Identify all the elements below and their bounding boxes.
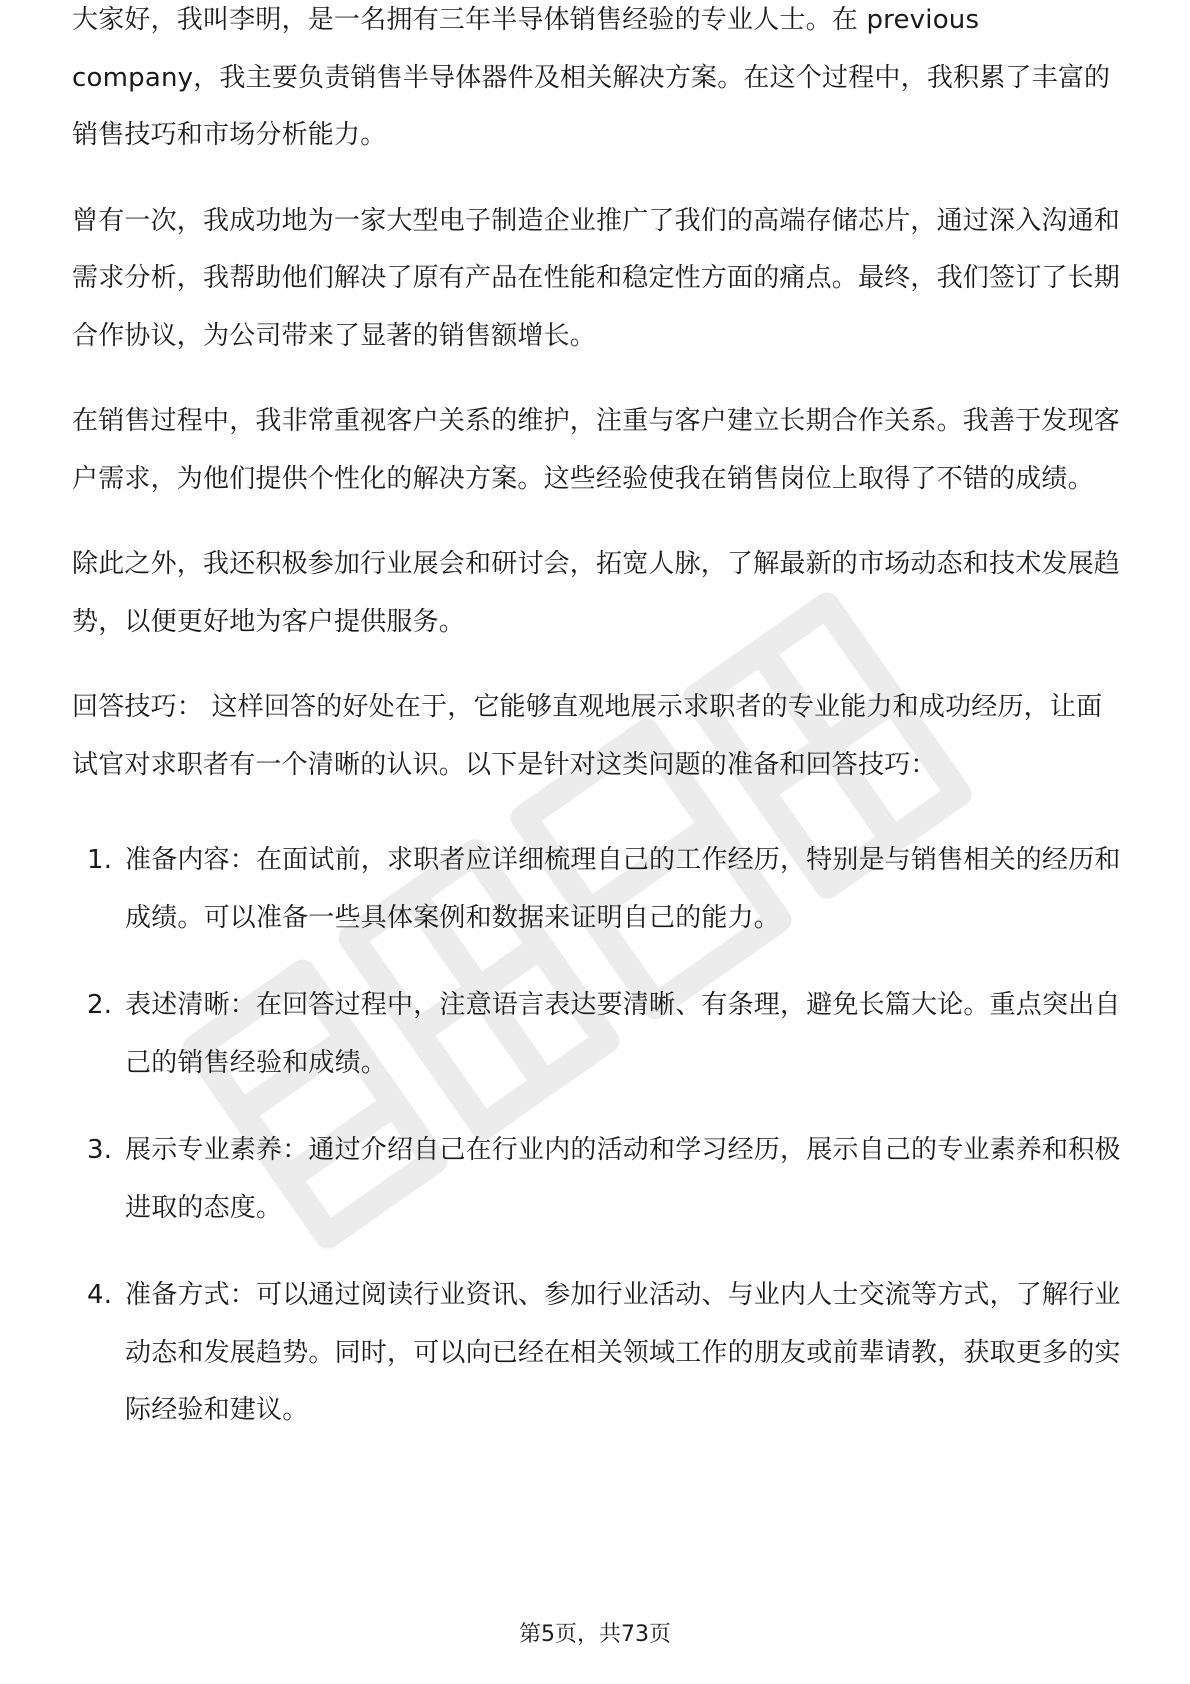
list-item-text: 准备方式：可以通过阅读行业资讯、参加行业活动、与业内人士交流等方式，了解行业动态和发展趋势。同时，可以向已经在相关领域工作的朋友或前辈请教，获取更多的实际经验和建议。: [125, 1280, 1121, 1425]
list-item-text: 展示专业素养：通过介绍自己在行业内的活动和学习经历，展示自己的专业素养和积极进取的态度。: [125, 1135, 1121, 1223]
paragraph-relations: 在销售过程中，我非常重视客户关系的维护，注重与客户建立长期合作关系。我善于发现客户需求，为他们提供个性化的解决方案。这些经验使我在销售岗位上取得了不错的成绩。: [72, 406, 1121, 494]
page-footer: 第5页，共73页: [519, 1622, 671, 1647]
paragraph-networking: 除此之外，我还积极参加行业展会和研讨会，拓宽人脉，了解最新的市场动态和技术发展趋势，以便更好地为客户提供服务。: [72, 549, 1121, 637]
list-item-text: 表述清晰：在回答过程中，注意语言表达要清晰、有条理，避免长篇大论。重点突出自己的销售经验和成绩。: [125, 990, 1121, 1078]
tips-list: [72, 832, 1122, 1440]
list-number: 4.: [87, 1280, 113, 1310]
list-item: [72, 1267, 1122, 1440]
list-number: 2.: [87, 990, 113, 1020]
list-item: [72, 1122, 1122, 1237]
list-item-text: 准备内容：在面试前，求职者应详细梳理自己的工作经历，特别是与销售相关的经历和成绩。可以准备一些具体案例和数据来证明自己的能力。: [125, 845, 1121, 933]
list-number: 1.: [87, 845, 113, 875]
document-body: [72, 5, 1122, 1470]
list-number: 3.: [87, 1135, 113, 1165]
list-item: [72, 832, 1122, 947]
paragraph-example: 曾有一次，我成功地为一家大型电子制造企业推广了我们的高端存储芯片，通过深入沟通和需求分析，我帮助他们解决了原有产品在性能和稳定性方面的痛点。最终，我们签订了长期合作协议，为公司带来了显著的销售额增长。: [72, 205, 1121, 351]
paragraph-intro: 大家好，我叫李明，是一名拥有三年半导体销售经验的专业人士。在 previous company，我主要负责销售半导体器件及相关解决方案。在这个过程中，我积累了丰富的销售技巧和市场分析能力。: [72, 5, 1111, 150]
paragraph-answer-tips: 回答技巧： 这样回答的好处在于，它能够直观地展示求职者的专业能力和成功经历，让面试官对求职者有一个清晰的认识。以下是针对这类问题的准备和回答技巧：: [72, 692, 1103, 780]
list-item: [72, 977, 1122, 1092]
